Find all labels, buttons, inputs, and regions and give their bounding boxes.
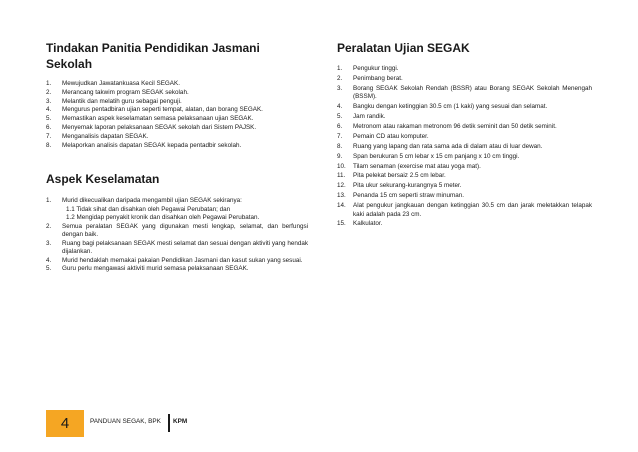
list-item-text: Pita ukur sekurang-kurangnya 5 meter. (353, 182, 462, 190)
list-item (337, 65, 592, 74)
list-item-number: 4. (337, 103, 343, 111)
right-column (337, 40, 592, 230)
list-item-text: Kalkulator. (353, 220, 383, 228)
list-item-text: Murid hendaklah memakai pakaian Pendidikan Jasmani dan kasut sukan yang sesuai. (62, 256, 303, 264)
list-item-number: 1. (46, 80, 52, 87)
list-item-text: Jam randik. (353, 113, 386, 121)
list-item (46, 257, 308, 266)
list-subitem: 1.1 Tidak sihat dan disahkan oleh Pegawai Perubatan; dan (66, 205, 231, 213)
left-column (46, 40, 308, 274)
list-peralatan-ujian (337, 65, 592, 229)
list-item-text: Ruang yang lapang dan rata sama ada di dalam atau di luar dewan. (353, 142, 543, 150)
list-item (46, 133, 308, 142)
list-tindakan-panitia (46, 80, 308, 150)
heading-aspek-keselamatan: Aspek Keselamatan (46, 172, 160, 187)
list-item-text: Span berukuran 5 cm lebar x 15 cm panjang x 10 cm tinggi. (353, 152, 520, 160)
list-aspek-keselamatan (46, 197, 308, 274)
list-item-text: Bangku dengan ketinggian 30.5 cm (1 kaki) yang sesuai dan selamat. (353, 103, 548, 111)
list-item (46, 115, 308, 124)
list-subitem: 1.2 Mengidap penyakit kronik dan disahkan oleh Pegawai Perubatan. (66, 214, 260, 222)
list-item-text: Ruang bagi pelaksanaan SEGAK mesti selamat dan sesuai dengan aktiviti yang hendak dijalankan. (62, 239, 308, 256)
list-item (337, 133, 592, 142)
list-item-text: Guru perlu mengawasi aktiviti murid semasa pelaksanaan SEGAK. (62, 265, 249, 273)
list-item-text: Murid dikecualikan daripada mengambil ujian SEGAK sekiranya: (62, 197, 242, 205)
list-item (46, 89, 308, 98)
list-item-number: 1. (337, 65, 343, 72)
list-item-text: Pemain CD atau komputer. (353, 132, 429, 140)
list-item (337, 202, 592, 219)
list-item-number: 2. (46, 88, 52, 96)
list-item-text: Alat pengukur jangkauan dengan ketinggian 30.5 cm dan jarak meletakkan telapak kaki adalah pada 23 cm. (353, 202, 592, 218)
list-item-text: Semua peralatan SEGAK yang digunakan mesti lengkap, selamat, dan berfungsi dengan baik. (62, 222, 308, 239)
list-item-number: 4. (46, 106, 52, 114)
list-item-number: 5. (46, 115, 52, 123)
heading-tindakan-panitia: Tindakan Panitia Pendidikan Jasmani Sekolah (46, 41, 260, 71)
list-item-number: 12. (337, 182, 346, 190)
list-item-number: 8. (46, 141, 52, 149)
list-item-number: 2. (46, 222, 52, 230)
list-item-text: Menganalisis dapatan SEGAK. (62, 132, 149, 140)
footer-org: KPM (173, 418, 188, 425)
list-item (46, 106, 308, 115)
list-item-text: Penanda 15 cm seperti straw minuman. (353, 192, 464, 200)
footer-divider (168, 414, 170, 432)
list-item (46, 142, 308, 151)
list-item-text: Mewujudkan Jawatankuasa Kecil SEGAK. (62, 80, 180, 87)
list-item (46, 265, 308, 274)
list-item-text: Pengukur tinggi. (353, 65, 399, 72)
list-item-number: 8. (337, 142, 343, 150)
list-item (337, 172, 592, 181)
list-item-number: 11. (337, 172, 346, 180)
list-item (337, 182, 592, 191)
list-item-number: 7. (337, 132, 343, 140)
list-item (337, 113, 592, 122)
page-number: 4 (46, 410, 84, 437)
list-item-number: 7. (46, 132, 52, 140)
list-item (337, 163, 592, 172)
list-item (337, 75, 592, 84)
list-item (337, 192, 592, 201)
list-item-number: 6. (337, 122, 343, 130)
list-item-text: Melantik dan melatih guru sebagai penguji. (62, 97, 182, 105)
list-item-number: 10. (337, 162, 346, 170)
list-item-number: 4. (46, 256, 52, 264)
list-item (46, 124, 308, 133)
list-item-text: Memastikan aspek keselamatan semasa pelaksanaan ujian SEGAK. (62, 115, 254, 123)
list-item (337, 85, 592, 102)
list-item (337, 123, 592, 132)
list-item-number: 3. (337, 84, 343, 92)
list-item-number: 3. (46, 97, 52, 105)
list-item-text: Menyemak laporan pelaksanaan SEGAK sekolah dari Sistem PAJSK. (62, 123, 257, 131)
list-item-text: Merancang takwim program SEGAK sekolah. (62, 88, 189, 96)
list-item-text: Pita pelekat bersaiz 2.5 cm lebar. (353, 172, 446, 180)
list-item-text: Penimbang berat. (353, 74, 403, 82)
list-item-number: 1. (46, 197, 52, 205)
list-item-number: 6. (46, 123, 52, 131)
list-item-text: Tilam senaman (exercise mat atau yoga mat). (353, 162, 481, 170)
footer-title: PANDUAN SEGAK, BPK (90, 418, 161, 425)
heading-peralatan-ujian: Peralatan Ujian SEGAK (337, 41, 470, 55)
list-item-number: 5. (46, 265, 52, 273)
list-item-number: 3. (46, 239, 52, 247)
list-item-number: 14. (337, 202, 346, 210)
list-item-number: 9. (337, 152, 343, 160)
list-item (46, 80, 308, 89)
list-item-number: 5. (337, 113, 343, 121)
list-item-number: 13. (337, 192, 346, 200)
list-item-text: Melaporkan analisis dapatan SEGAK kepada pentadbir sekolah. (62, 141, 242, 149)
list-item-number: 2. (337, 74, 343, 82)
list-item (46, 223, 308, 240)
list-item (46, 197, 308, 223)
list-item-text: Metronom atau rakaman metronom 96 detik seminit dan 50 detik seminit. (353, 122, 557, 130)
list-item (337, 153, 592, 162)
list-item-text: Borang SEGAK Sekolah Rendah (BSSR) atau Borang SEGAK Sekolah Menengah (BSSM). (353, 84, 592, 101)
list-item (46, 98, 308, 107)
list-item (337, 143, 592, 152)
list-item-number: 15. (337, 220, 346, 228)
list-item (337, 103, 592, 112)
list-item-text: Mengurus pentadbiran ujian seperti tempat, alatan, dan borang SEGAK. (62, 106, 263, 114)
list-item (337, 220, 592, 229)
list-item (46, 240, 308, 257)
